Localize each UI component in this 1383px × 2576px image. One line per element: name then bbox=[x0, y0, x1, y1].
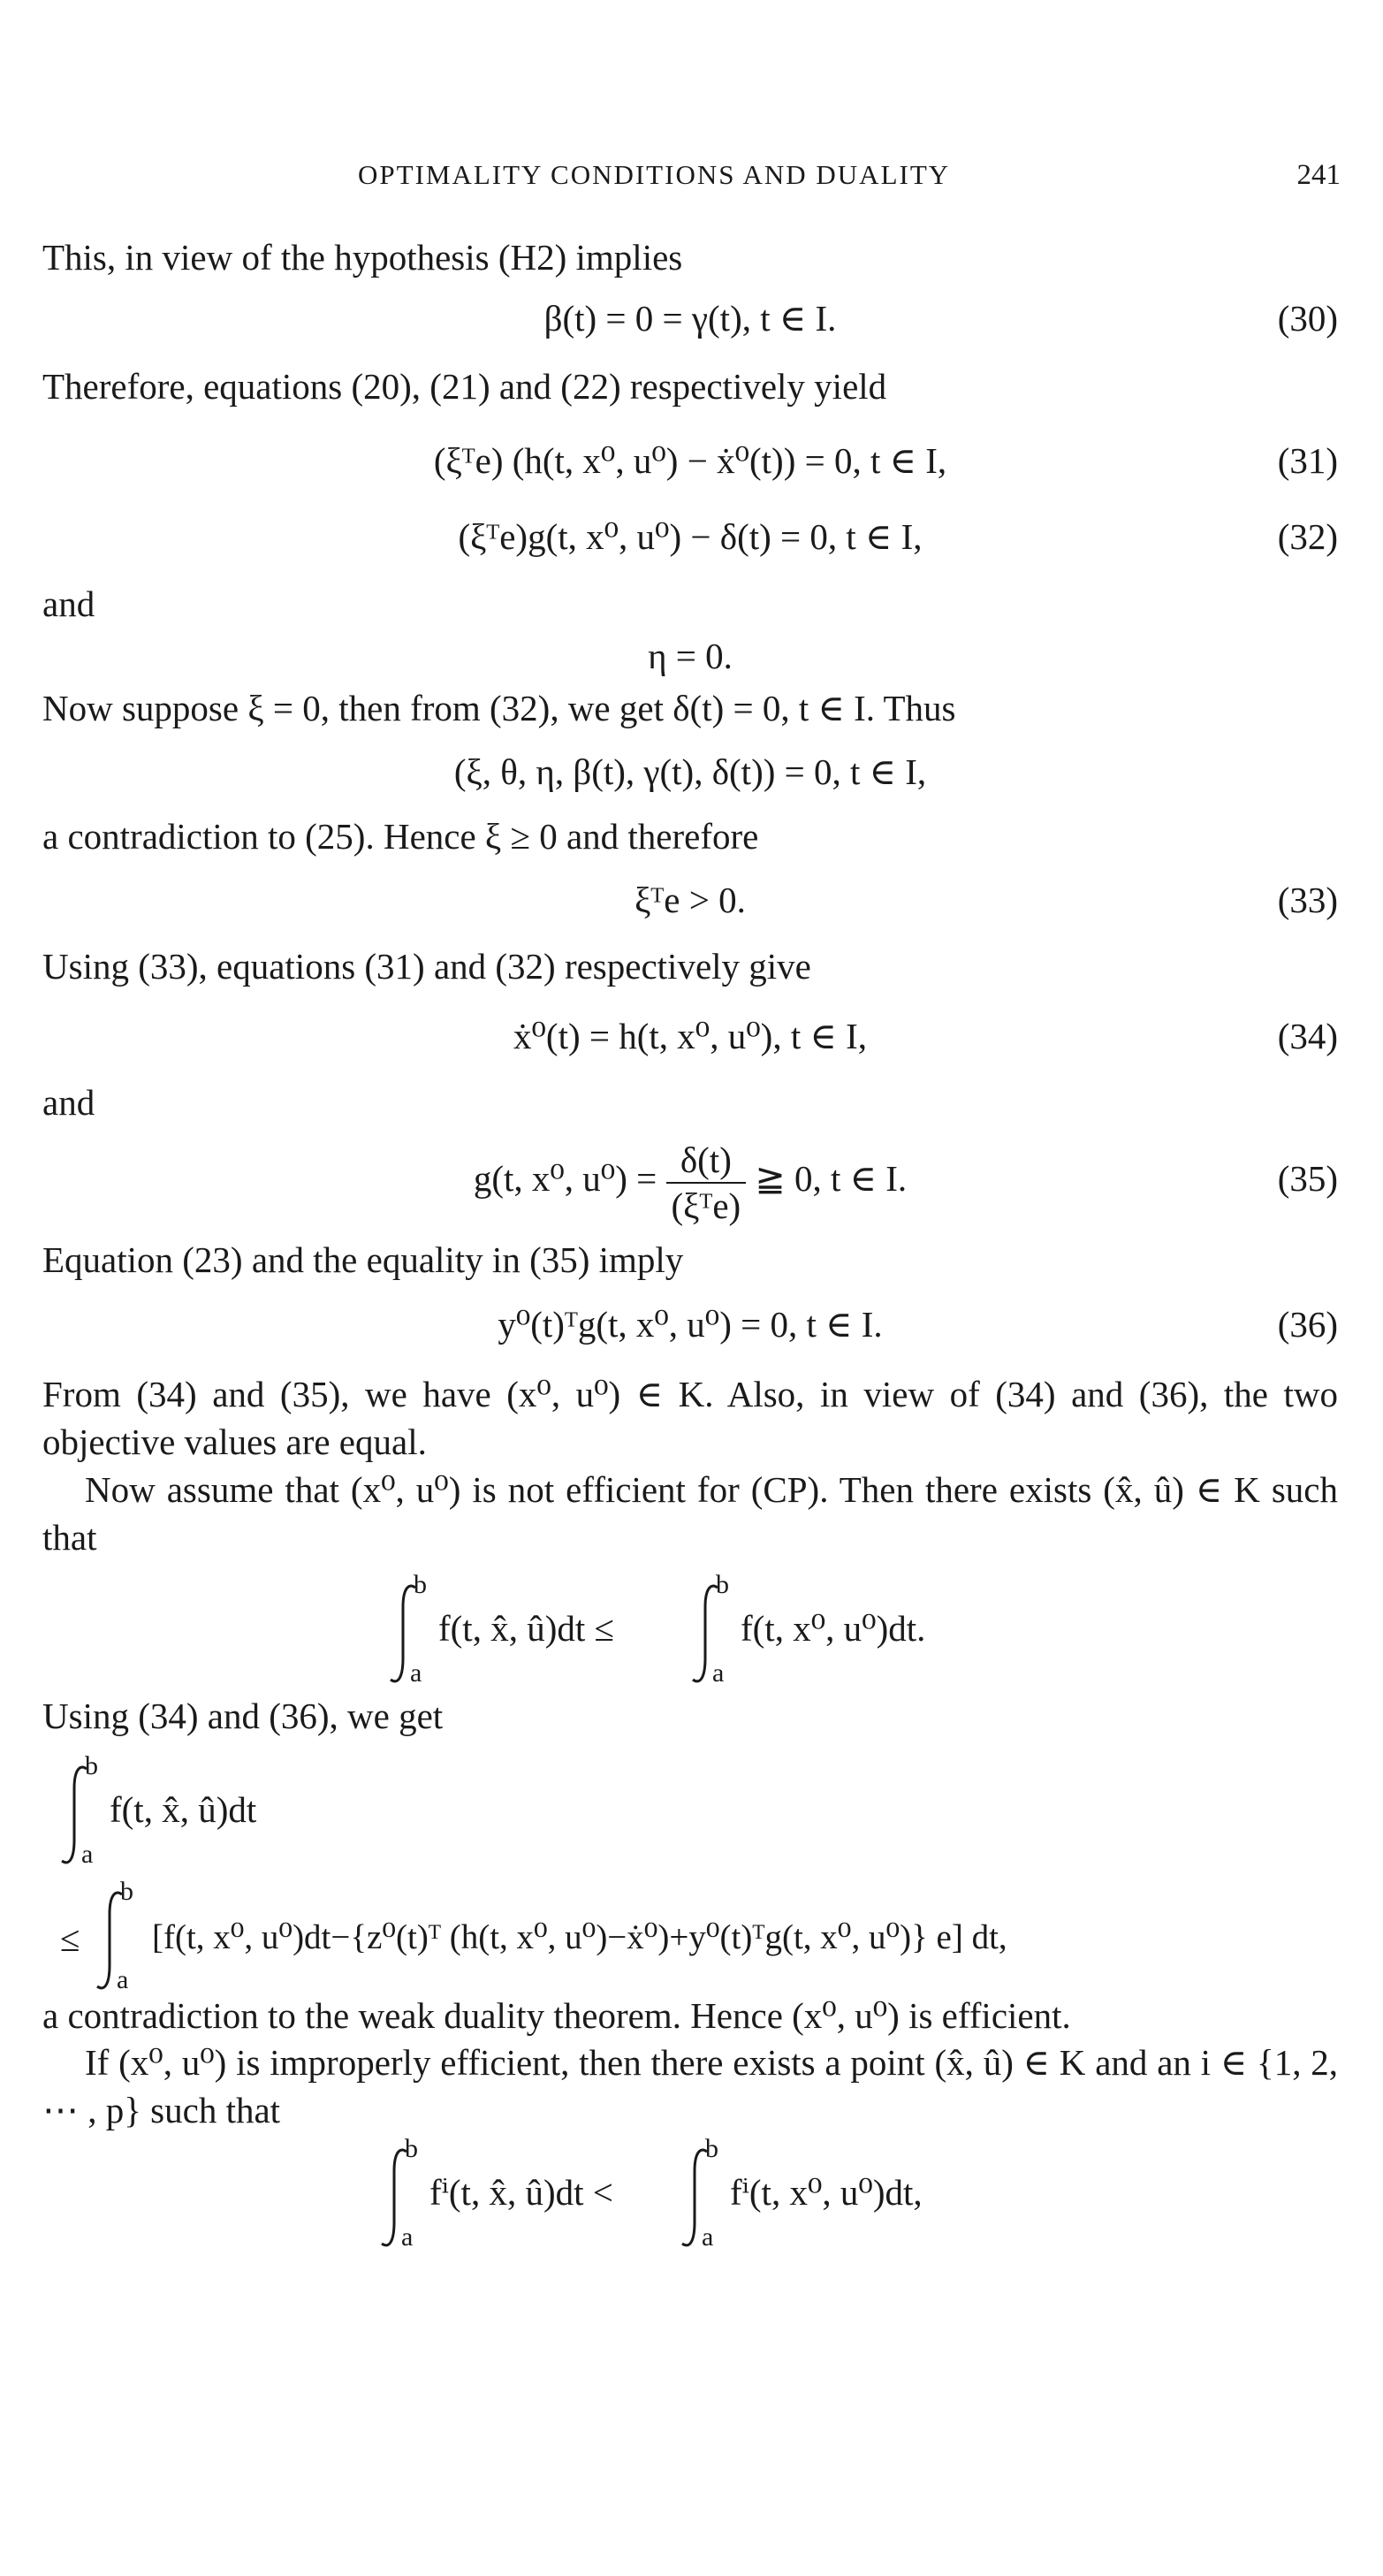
paragraph-suppose: Now suppose ξ = 0, then from (32), we get δ(t) = 0, t ∈ I. Thus bbox=[42, 688, 956, 728]
page-number: 241 bbox=[1296, 159, 1341, 191]
equation-35-body bbox=[42, 1130, 1338, 1228]
paragraph-therefore: Therefore, equations (20), (21) and (22) respectively yield bbox=[42, 366, 887, 407]
paragraph-assume-not-efficient: Now assume that (x⁰, u⁰) is not efficient for (CP). Then there exists (x̂, û) ∈ K such that bbox=[42, 1469, 1338, 1558]
equation-30-body: β(t) = 0 = γ(t), t ∈ I. bbox=[543, 298, 837, 339]
inequality-2-line-2 bbox=[42, 1877, 1341, 2004]
equation-36-number: (36) bbox=[1277, 1304, 1338, 1345]
integral-upper-limit: b bbox=[85, 1751, 98, 1780]
equation-35-fraction bbox=[666, 1138, 747, 1228]
inequality-3-right: fⁱ(t, x⁰, u⁰)dt, bbox=[730, 2172, 923, 2213]
integral-upper-limit: b bbox=[405, 2134, 418, 2163]
equation-33-body: ξᵀe > 0. bbox=[635, 880, 746, 920]
paragraph-contradiction-25: a contradiction to (25). Hence ξ ≥ 0 and therefore bbox=[42, 816, 759, 857]
equation-32-body: (ξᵀe)g(t, x⁰, u⁰) − δ(t) = 0, t ∈ I, bbox=[458, 516, 923, 557]
inequality-2-integrand-1: f(t, x̂, û)dt bbox=[110, 1789, 257, 1830]
equation-31-body: (ξᵀe) (h(t, x⁰, u⁰) − ẋ⁰(t)) = 0, t ∈ I, bbox=[433, 440, 947, 481]
integral-lower-limit: a bbox=[81, 1840, 94, 1869]
paragraph-improperly-efficient: If (x⁰, u⁰) is improperly efficient, then there exists a point (x̂, û) ∈ K and an i ∈ {1, 2, ⋯ , p} such that bbox=[42, 2042, 1338, 2130]
integral-lower-limit: a bbox=[401, 2222, 414, 2252]
equation-30-number: (30) bbox=[1277, 298, 1338, 339]
equation-35-denominator: (ξᵀe) bbox=[671, 1185, 741, 1226]
equation-36-body: y⁰(t)ᵀg(t, x⁰, u⁰) = 0, t ∈ I. bbox=[498, 1304, 883, 1345]
integral-upper-limit: b bbox=[716, 1570, 729, 1599]
equation-35-rhs: ≧ 0, t ∈ I. bbox=[755, 1158, 908, 1199]
equation-33-number: (33) bbox=[1277, 880, 1338, 920]
equation-34-number: (34) bbox=[1277, 1016, 1338, 1056]
running-header bbox=[0, 154, 1383, 202]
equation-35 bbox=[42, 1130, 1338, 1227]
integral-upper-limit: b bbox=[414, 1570, 427, 1599]
paragraph-and-1: and bbox=[42, 583, 95, 624]
inequality-3-left: fⁱ(t, x̂, û)dt < bbox=[429, 2172, 613, 2213]
equation-eta-body: η = 0. bbox=[648, 636, 733, 676]
paragraph-equation-23: Equation (23) and the equality in (35) imply bbox=[42, 1239, 684, 1280]
paragraph-using-34-36: Using (34) and (36), we get bbox=[42, 1696, 444, 1736]
inequality-1 bbox=[389, 1570, 1060, 1697]
paragraph-using-33: Using (33), equations (31) and (32) respectively give bbox=[42, 946, 811, 987]
equation-35-number: (35) bbox=[1277, 1158, 1338, 1199]
integral-upper-limit: b bbox=[705, 2134, 718, 2163]
inequality-2-integrand-2: [f(t, x⁰, u⁰)dt−{z⁰(t)ᵀ (h(t, x⁰, u⁰)−ẋ⁰)+y⁰(t)ᵀg(t, x⁰, u⁰)} e] dt, bbox=[152, 1918, 1007, 1956]
paragraph-from-34-35: From (34) and (35), we have (x⁰, u⁰) ∈ K. Also, in view of (34) and (36), the two objective values are equal. bbox=[42, 1374, 1338, 1462]
paragraph-hypothesis: This, in view of the hypothesis (H2) implies bbox=[42, 237, 683, 278]
inequality-2-line-1 bbox=[42, 1751, 573, 1870]
equation-tuple-body: (ξ, θ, η, β(t), γ(t), δ(t)) = 0, t ∈ I, bbox=[453, 751, 927, 792]
integral-upper-limit: b bbox=[120, 1877, 133, 1906]
inequality-3 bbox=[380, 2134, 1052, 2261]
integral-lower-limit: a bbox=[117, 1965, 129, 1994]
inequality-1-left: f(t, x̂, û)dt ≤ bbox=[438, 1608, 614, 1649]
equation-34-body: ẋ⁰(t) = h(t, x⁰, u⁰), t ∈ I, bbox=[513, 1016, 867, 1056]
integral-lower-limit: a bbox=[702, 2222, 714, 2252]
equation-35-lhs: g(t, x⁰, u⁰) = bbox=[473, 1158, 657, 1199]
inequality-2-le: ≤ bbox=[60, 1918, 80, 1959]
equation-32-number: (32) bbox=[1277, 516, 1338, 557]
integral-lower-limit: a bbox=[410, 1658, 422, 1688]
running-title: OPTIMALITY CONDITIONS AND DUALITY bbox=[358, 159, 951, 190]
integral-lower-limit: a bbox=[712, 1658, 725, 1688]
equation-31-number: (31) bbox=[1277, 440, 1338, 481]
paragraph-and-2: and bbox=[42, 1082, 95, 1123]
equation-35-numerator: δ(t) bbox=[666, 1138, 747, 1184]
paragraph-weak-duality: a contradiction to the weak duality theorem. Hence (x⁰, u⁰) is efficient. bbox=[42, 1995, 1071, 2036]
inequality-1-right: f(t, x⁰, u⁰)dt. bbox=[741, 1608, 926, 1649]
